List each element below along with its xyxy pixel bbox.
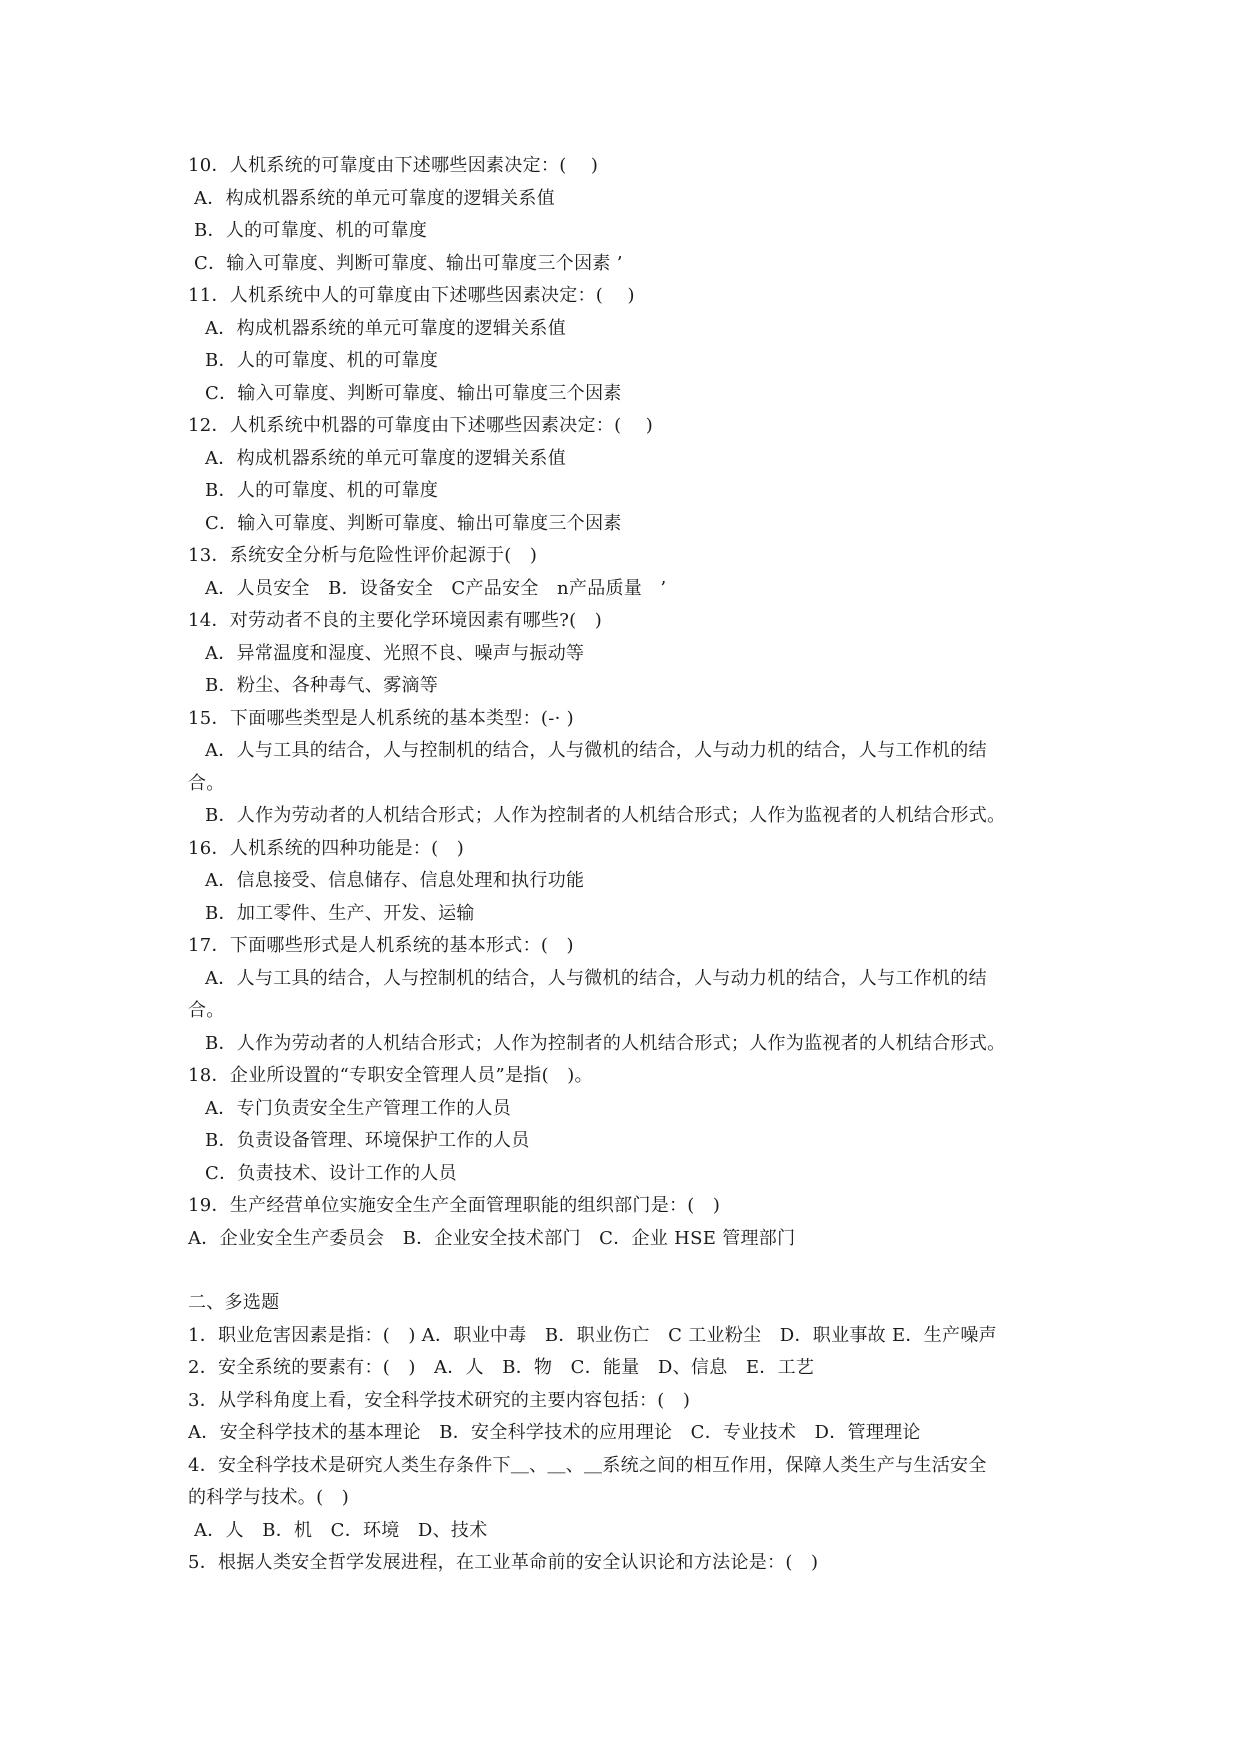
- text-line: A．构成机器系统的单元可靠度的逻辑关系值: [194, 187, 555, 209]
- text-line: A．信息接受、信息储存、信息处理和执行功能: [205, 870, 585, 891]
- text-line: A．人与工具的结合，人与控制机的结合，人与微机的结合，人与动力机的结合，人与工作机的结: [205, 740, 987, 761]
- text-line: A．专门负责安全生产管理工作的人员: [205, 1097, 512, 1119]
- text-line: 18．企业所设置的“专职安全管理人员”是指( )。: [188, 1065, 593, 1086]
- text-line: B．加工零件、生产、开发、运输: [205, 902, 475, 924]
- text-line: 2．安全系统的要素有：( ) A．人 B．物 C．能量 D、信息 E．工艺: [188, 1357, 815, 1378]
- text-line: A．构成机器系统的单元可靠度的逻辑关系值: [205, 317, 566, 339]
- text-line: B．负责设备管理、环境保护工作的人员: [205, 1130, 530, 1151]
- text-line: 15．下面哪些类型是人机系统的基本类型：(-· ): [188, 707, 574, 729]
- text-line: 合。: [188, 772, 225, 794]
- text-line: 二、多选题: [188, 1292, 280, 1313]
- text-line: 1．职业危害因素是指：( ) A．职业中毒 B．职业伤亡 C 工业粉尘 D．职业事故 E．生产噪声: [188, 1324, 997, 1346]
- text-line: C．输入可靠度、判断可靠度、输出可靠度三个因素: [205, 382, 622, 404]
- text-line: C．输入可靠度、判断可靠度、输出可靠度三个因素: [205, 512, 622, 534]
- text-line: B．人作为劳动者的人机结合形式；人作为控制者的人机结合形式；人作为监视者的人机结合形式。: [205, 1032, 1006, 1054]
- text-line: C．负责技术、设计工作的人员: [205, 1162, 457, 1184]
- text-line: B．人作为劳动者的人机结合形式；人作为控制者的人机结合形式；人作为监视者的人机结合形式。: [205, 805, 1006, 826]
- text-line: B．人的可靠度、机的可靠度: [205, 480, 439, 501]
- text-line: 5．根据人类安全哲学发展进程，在工业革命前的安全认识论和方法论是：( ): [188, 1552, 819, 1573]
- text-line: 16．人机系统的四种功能是：( ): [188, 837, 465, 859]
- text-line: A．异常温度和湿度、光照不良、噪声与振动等: [205, 642, 585, 664]
- text-line: A．人员安全 B．设备安全 C产品安全 n产品质量 ’: [205, 577, 667, 599]
- text-line: C．输入可靠度、判断可靠度、输出可靠度三个因素 ’: [194, 252, 623, 274]
- text-line: 4．安全科学技术是研究人类生存条件下＿、＿、＿系统之间的相互作用，保障人类生产与生活安全: [188, 1454, 987, 1476]
- text-line: B．人的可靠度、机的可靠度: [205, 350, 439, 371]
- text-line: B．粉尘、各种毒气、雾滴等: [205, 675, 439, 696]
- text-line: 11．人机系统中人的可靠度由下述哪些因素决定：( ): [188, 285, 635, 306]
- text-line: 合。: [188, 1000, 225, 1021]
- text-line: 13．系统安全分析与危险性评价起源于( ): [188, 545, 538, 566]
- text-line: 14．对劳动者不良的主要化学环境因素有哪些?( ): [188, 610, 603, 631]
- text-line: A．安全科学技术的基本理论 B．安全科学技术的应用理论 C．专业技术 D．管理理论: [188, 1422, 921, 1443]
- text-line: A．企业安全生产委员会 B．企业安全技术部门 C．企业 HSE 管理部门: [188, 1227, 796, 1249]
- text-line: A．人与工具的结合，人与控制机的结合，人与微机的结合，人与动力机的结合，人与工作机的结: [205, 967, 987, 989]
- text-line: B．人的可靠度、机的可靠度: [194, 220, 428, 241]
- text-line: 17．下面哪些形式是人机系统的基本形式：( ): [188, 935, 574, 956]
- text-line: 19．生产经营单位实施安全生产全面管理职能的组织部门是：( ): [188, 1195, 721, 1216]
- text-line: 的科学与技术。( ): [188, 1487, 350, 1508]
- text-line: 3．从学科角度上看，安全科学技术研究的主要内容包括：( ): [188, 1389, 691, 1411]
- blank-line: [188, 1255, 1068, 1287]
- text-line: A．人 B．机 C．环境 D、技术: [194, 1519, 488, 1541]
- text-line: A．构成机器系统的单元可靠度的逻辑关系值: [205, 447, 566, 469]
- text-line: 12．人机系统中机器的可靠度由下述哪些因素决定：( ): [188, 415, 654, 436]
- text-line: 10．人机系统的可靠度由下述哪些因素决定：( ): [188, 155, 599, 176]
- exam-content: [188, 150, 1068, 1580]
